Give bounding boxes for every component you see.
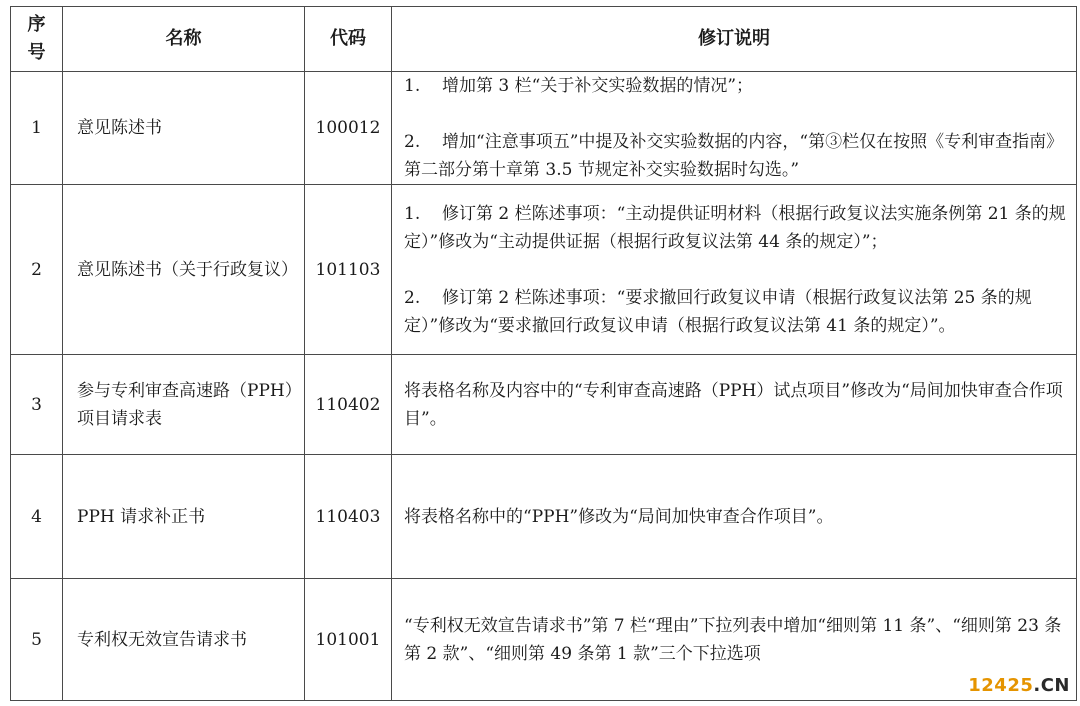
row-form-code: 101103 xyxy=(305,185,392,355)
row-form-name: 意见陈述书（关于行政复议） xyxy=(63,185,305,355)
revision-item: 1. 增加第 3 栏“关于补交实验数据的情况”； xyxy=(404,76,754,96)
header-name: 名称 xyxy=(63,7,305,72)
row-revision-notes xyxy=(392,185,1077,355)
header-serial-number: 序号 xyxy=(11,7,63,72)
table-row xyxy=(11,579,1077,701)
row-form-code: 100012 xyxy=(305,72,392,185)
row-serial-number: 1 xyxy=(11,72,63,185)
revision-item: 2. 增加“注意事项五”中提及补交实验数据的内容，“第③栏仅在按照《专利审查指南》第二部分第十章第 3.5 节规定补交实验数据时勾选。” xyxy=(404,132,1064,180)
row-revision-notes xyxy=(392,72,1077,185)
row-form-code: 101001 xyxy=(305,579,392,701)
row-form-name: 参与专利审查高速路（PPH）项目请求表 xyxy=(63,355,305,455)
row-serial-number: 4 xyxy=(11,455,63,579)
row-form-code: 110402 xyxy=(305,355,392,455)
row-serial-number: 2 xyxy=(11,185,63,355)
site-watermark xyxy=(968,675,1070,696)
revision-table xyxy=(10,6,1077,701)
row-form-code: 110403 xyxy=(305,455,392,579)
header-revision-notes: 修订说明 xyxy=(392,7,1077,72)
header-row xyxy=(11,7,1077,72)
row-form-name: PPH 请求补正书 xyxy=(63,455,305,579)
header-code: 代码 xyxy=(305,7,392,72)
table-row xyxy=(11,455,1077,579)
row-revision-notes: “专利权无效宣告请求书”第 7 栏“理由”下拉列表中增加“细则第 11 条”、“细则第 23 条第 2 款”、“细则第 49 条第 1 款”三个下拉选项 xyxy=(392,579,1077,701)
watermark-tld: .CN xyxy=(1033,675,1070,696)
table-row xyxy=(11,185,1077,355)
table-row xyxy=(11,355,1077,455)
revision-item: 2. 修订第 2 栏陈述事项：“要求撤回行政复议申请（根据行政复议法第 25 条的规定）”修改为“要求撤回行政复议申请（根据行政复议法第 41 条的规定）”。 xyxy=(404,287,1032,336)
row-form-name: 专利权无效宣告请求书 xyxy=(63,579,305,701)
watermark-number: 12425 xyxy=(968,675,1034,696)
table-row xyxy=(11,72,1077,185)
row-form-name: 意见陈述书 xyxy=(63,72,305,185)
row-serial-number: 3 xyxy=(11,355,63,455)
row-revision-notes: 将表格名称中的“PPH”修改为“局间加快审查合作项目”。 xyxy=(392,455,1077,579)
row-serial-number: 5 xyxy=(11,579,63,701)
revision-item: 1. 修订第 2 栏陈述事项：“主动提供证明材料（根据行政复议法实施条例第 21 条的规定）”修改为“主动提供证据（根据行政复议法第 44 条的规定）”； xyxy=(404,203,1066,252)
row-revision-notes: 将表格名称及内容中的“专利审查高速路（PPH）试点项目”修改为“局间加快审查合作项目”。 xyxy=(392,355,1077,455)
